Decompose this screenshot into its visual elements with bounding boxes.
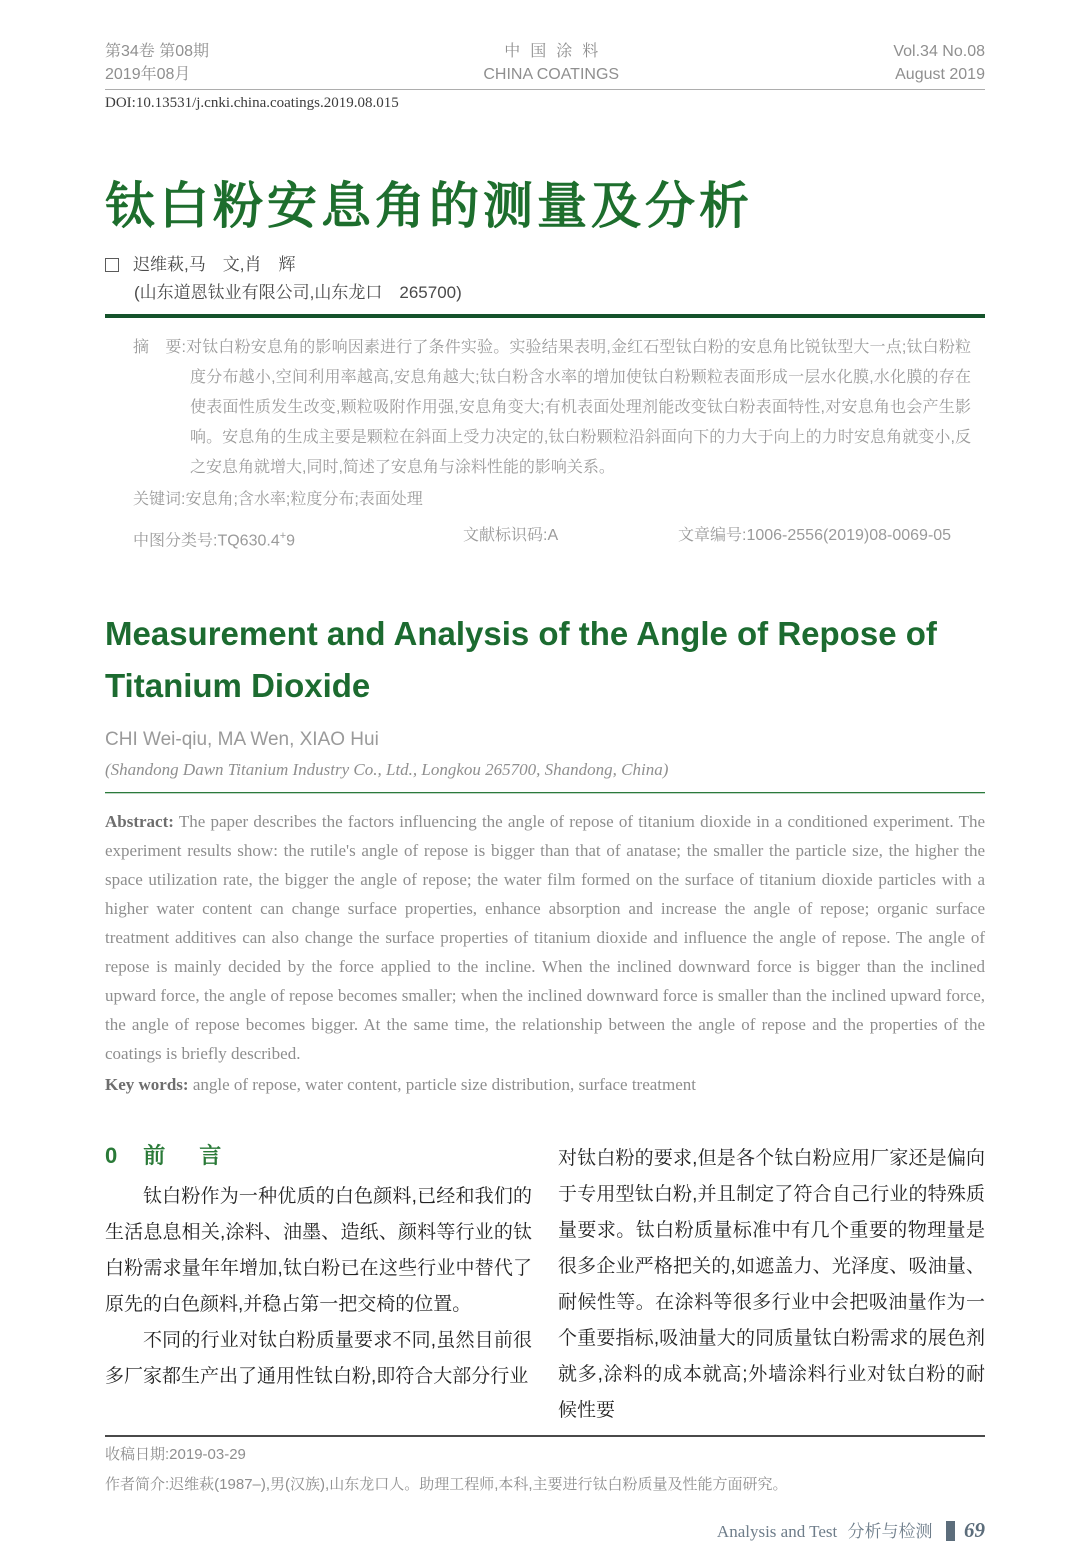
header-left	[105, 40, 209, 86]
received-label: 收稿日期:	[105, 1446, 170, 1464]
keywords-label-cn: 关键词:	[133, 491, 186, 508]
abstract-cn	[133, 333, 971, 483]
affiliation-cn: (山东道恩钛业有限公司,山东龙口 265700)	[134, 283, 462, 302]
footer-section-en: Analysis and Test	[716, 1522, 838, 1542]
keywords-cn	[133, 485, 971, 515]
keywords-en	[105, 1070, 985, 1099]
volume-issue-cn: 第34卷 第08期	[105, 43, 210, 60]
abstract-label-cn: 摘 要:	[133, 339, 186, 356]
section-title: 前 言	[143, 1143, 228, 1169]
doc-code-value: A	[547, 527, 559, 544]
header-center	[483, 40, 619, 86]
keywords-text-en: angle of repose, water content, particle size distribution, surface treatment	[192, 1075, 697, 1095]
body-paragraph-1: 钛白粉作为一种优质的白色颜料,已经和我们的生活息息相关,涂料、油墨、造纸、颜料等行业的钛白粉需求量年年增加,钛白粉已在这些行业中替代了原先的白色颜料,并稳占第一把交椅的位置。	[105, 1186, 532, 1316]
received-date	[105, 1442, 985, 1467]
article-title-en: Measurement and Analysis of the Angle of Repose of Titanium Dioxide	[105, 615, 937, 705]
body-paragraph-2: 不同的行业对钛白粉质量要求不同,虽然目前很多厂家都生产出了通用性钛白粉,即符合大部分行业	[105, 1330, 532, 1388]
section-number: 0	[105, 1143, 118, 1169]
body-columns	[105, 1141, 985, 1429]
title-divider	[105, 314, 985, 318]
article-title-cn: 钛白粉安息角的测量及分析	[105, 178, 753, 234]
author-bio	[105, 1472, 985, 1497]
left-column	[105, 1141, 532, 1429]
header-divider	[105, 89, 985, 90]
document-code	[463, 521, 678, 556]
footer-bar-icon	[946, 1521, 955, 1541]
author-square-icon	[105, 258, 119, 272]
page-footer	[105, 1517, 985, 1543]
received-value: 2019-03-29	[169, 1446, 246, 1464]
authors-cn: 迟维萩,马 文,肖 辉	[133, 255, 296, 274]
footnote-divider	[105, 1435, 985, 1437]
affiliation-en: (Shandong Dawn Titanium Industry Co., Ltd., Longkou 265700, Shandong, China)	[105, 760, 669, 780]
section-heading	[105, 1141, 532, 1171]
date-cn: 2019年08月	[105, 66, 191, 83]
abstract-text-cn: 对钛白粉安息角的影响因素进行了条件实验。实验结果表明,金红石型钛白粉的安息角比锐钛型大一点;钛白粉粒度分布越小,空间利用率越高,安息角越大;钛白粉含水率的增加使钛白粉颗粒表面形成一层水化膜,水化膜的存在使表面性质发生改变,颗粒吸附作用强,安息角变大;有机表面处理剂能改变钛白粉表面特性,对安息角也会产生影响。安息角的生成主要是颗粒在斜面上受力决定的,钛白粉颗粒沿斜面向下的力大于向上的力时安息角就变小,反之安息角就增大,同时,简述了安息角与涂料性能的影响关系。	[185, 339, 971, 476]
footer-section-cn: 分析与检测	[847, 1522, 933, 1542]
body-paragraph-continuation: 对钛白粉的要求,但是各个钛白粉应用厂家还是偏向于专用型钛白粉,并且制定了符合自己行业的特殊质量要求。钛白粉质量标准中有几个重要的物理量是很多企业严格把关的,如遮盖力、光泽度、吸油量、耐候性等。在涂料等很多行业中会把吸油量作为一个重要指标,吸油量大的同质量钛白粉需求的展色剂就多,涂料的成本就高;外墙涂料行业对钛白粉的耐候性要	[558, 1148, 985, 1422]
abstract-text-en: The paper describes the factors influencing the angle of repose of titanium dioxide in a conditioned experiment. The experiment results show: the rutile's angle of repose is bigger than that of anatase; the smaller the particle size, the higher the space utilization rate, the bigger the angle of repose; the water film formed on the surface of titanium dioxide particles with a higher water content can change surface properties, enhance absorption and increase the angle of repose; organic surface treatment additives can also change the surface properties of titanium dioxide and influence the angle of repose. The angle of repose is mainly decided by the force applied to the incline. When the inclined downward force is bigger than the inclined upward force, the angle of repose becomes smaller; when the inclined downward force is smaller than the inclined upward force, the angle of repose becomes bigger. At the same time, the relationship between the angle of repose and the properties of the coatings is briefly described.	[105, 812, 985, 1064]
english-divider	[105, 792, 985, 794]
doc-code-label: 文献标识码:	[463, 527, 548, 544]
abstract-en	[105, 807, 985, 1068]
date-en: August 2019	[895, 66, 985, 83]
page-content	[105, 0, 985, 1543]
volume-issue-en: Vol.34 No.08	[893, 43, 985, 60]
keywords-text-cn: 安息角;含水率;粒度分布;表面处理	[185, 491, 423, 508]
journal-name-en: CHINA COATINGS	[483, 66, 620, 83]
bio-label: 作者简介:	[105, 1476, 170, 1494]
keywords-label-en: Key words:	[105, 1075, 189, 1095]
journal-header	[105, 40, 985, 86]
article-id	[678, 521, 971, 556]
page-number: 69	[964, 1518, 985, 1543]
article-id-value: 1006-2556(2019)08-0069-05	[746, 527, 952, 544]
right-column	[558, 1141, 985, 1429]
authors-en: CHI Wei-qiu, MA Wen, XIAO Hui	[105, 729, 379, 751]
classification-row	[133, 521, 971, 556]
clc-number	[133, 521, 463, 556]
bio-text: 迟维萩(1987–),男(汉族),山东龙口人。助理工程师,本科,主要进行钛白粉质量及性能方面研究。	[169, 1476, 788, 1494]
clc-label: 中图分类号:	[133, 532, 218, 550]
clc-tail: 9	[286, 532, 296, 550]
journal-name-cn: 中国涂料	[504, 43, 609, 60]
clc-superscript: +	[279, 530, 287, 542]
doi-text: DOI:10.13531/j.cnki.china.coatings.2019.08.015	[105, 95, 399, 111]
article-id-label: 文章编号:	[678, 527, 747, 544]
abstract-label-en: Abstract:	[105, 812, 174, 832]
authors-row-cn	[105, 254, 985, 276]
header-right	[893, 40, 985, 86]
clc-value: TQ630.4	[217, 532, 280, 550]
